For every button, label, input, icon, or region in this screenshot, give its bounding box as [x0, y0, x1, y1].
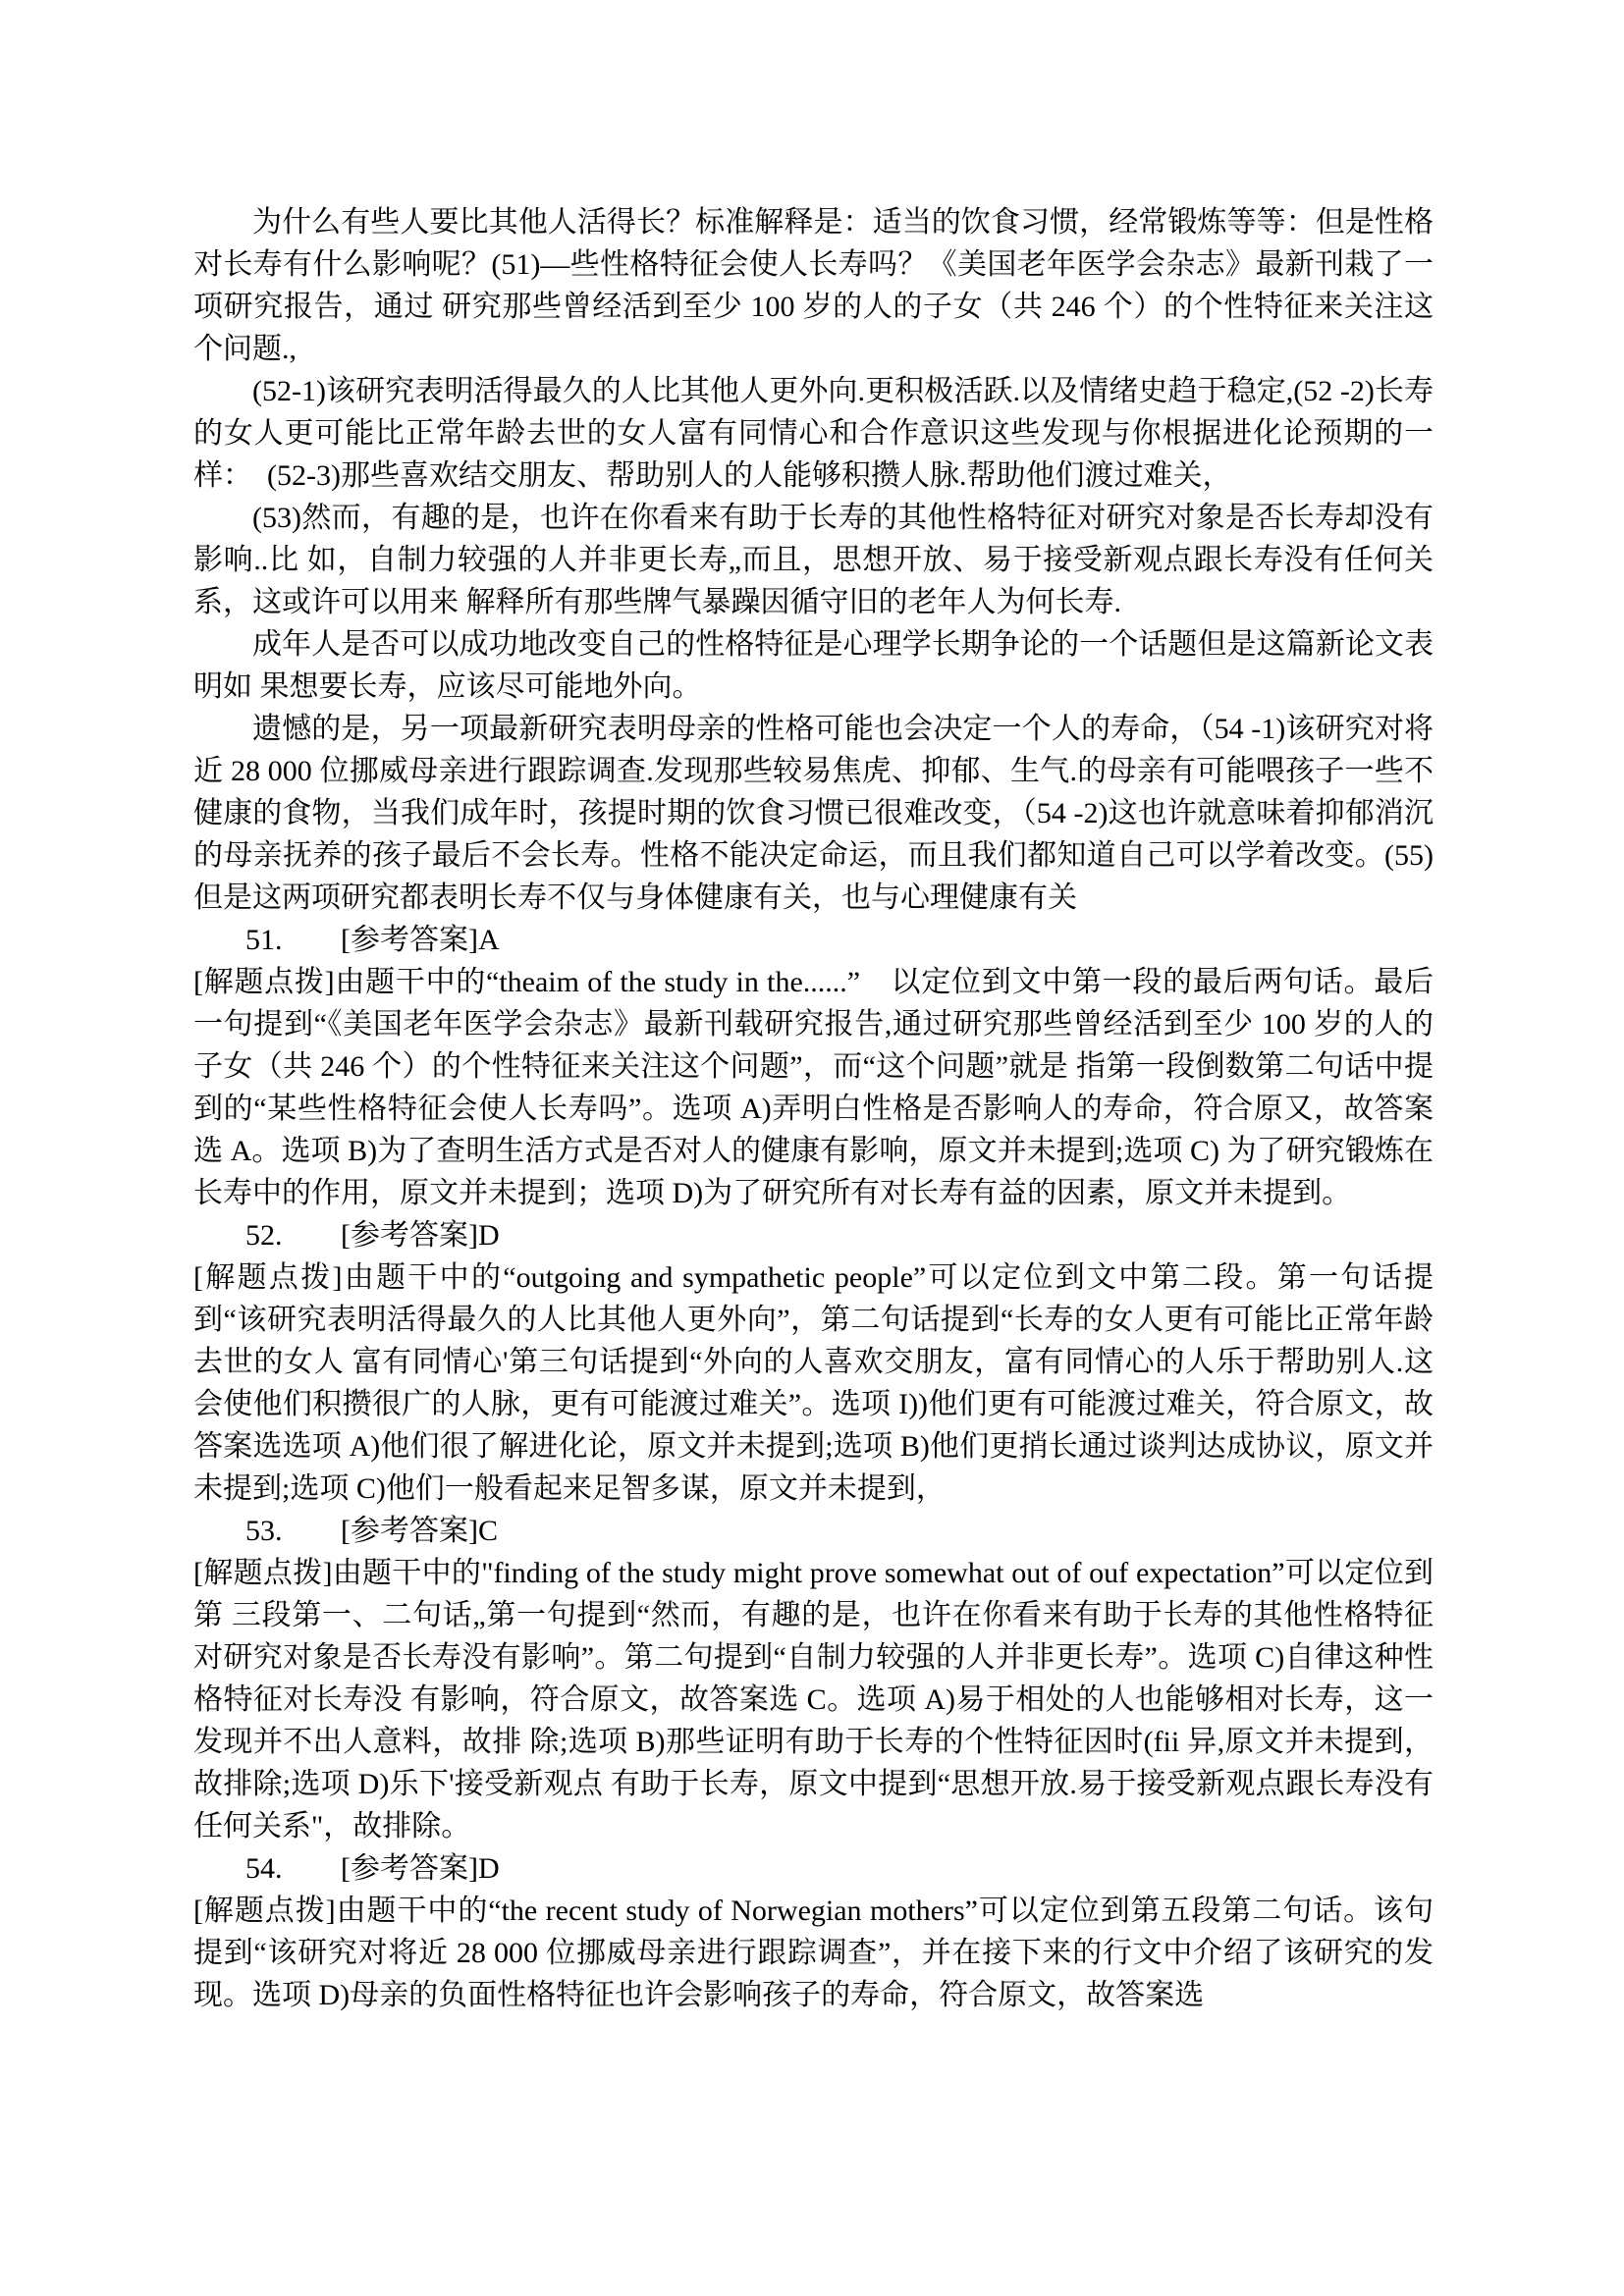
reference-answer-53: [参考答案]C	[341, 1515, 498, 1547]
passage-paragraph-1: 为什么有些人要比其他人活得长？标准解释是：适当的饮食习惯，经常锻炼等等：但是性格对长寿有什么影响呢？(51)—些性格特征会使人长寿吗？《美国老年医学会杂志》最新刊栽了一项研究报告，通过 研究那些曾经活到至少 100 岁的人的子女（共 246 个）的个性特征来关注这个问题.,	[193, 206, 1434, 365]
answer-line-53	[193, 1510, 1434, 1552]
answer-line-52	[193, 1214, 1434, 1256]
question-number-54: 54.	[245, 1852, 283, 1885]
reference-answer-54: [参考答案]D	[341, 1852, 500, 1885]
passage-paragraph-5: 遗憾的是，另一项最新研究表明母亲的性格可能也会决定一个人的寿命，（54 -1)该研究对将近 28 000 位挪威母亲进行跟踪调查.发现那些较易焦虎、抑郁、生气.的母亲有可能喂孩子一些不健康的食物，当我们成年时，孩提时期的饮食习惯已很难改变，（54 -2)这也许就意味着抑郁消沉的母亲抚养的孩子最后不会长寿。性格不能决定命运，而且我们都知道自己可以学着改变。(55)但是这两项研究都表明长寿不仅与身体健康有关，也与心理健康有关	[193, 713, 1434, 914]
answer-explanation-53: [解题点拨]由题干中的"finding of the study might prove somewhat out of ouf expectation”可以定位到第 三段第一、二句话„第一句提到“然而，有趣的是，也许在你看来有助于长寿的其他性格特征对研究对象是否长寿没有影响”。第二句提到“自制力较强的人并非更长寿”。选项 C)自律这种性格特征对长寿没 有影响，符合原文，故答案选 C。选项 A)易于相处的人也能够相对长寿，这一发现并不出人意料，故排 除;选项 B)那些证明有助于长寿的个性特征因时(fii 异,原文并未提到，故排除;选项 D)乐下'接受新观点 有助于长寿，原文中提到“思想开放.易于接受新观点跟长寿没有任何关系"，故排除。	[193, 1557, 1434, 1842]
answer-line-54	[193, 1847, 1434, 1890]
document-content	[193, 201, 1434, 2016]
question-number-51: 51.	[245, 924, 283, 956]
question-number-52: 52.	[245, 1219, 283, 1252]
passage-paragraph-4: 成年人是否可以成功地改变自己的性格特征是心理学长期争论的一个话题但是这篇新论文表明如 果想要长寿，应该尽可能地外向。	[193, 628, 1434, 703]
passage-paragraph-2: (52-1)该研究表明活得最久的人比其他人更外向.更积极活跃.以及情绪史趋于稳定,(52 -2)长寿 的女人更可能比正常年龄去世的女人富有同情心和合作意识这些发现与你根据进化论预期的一样： (52-3)那些喜欢结交朋友、帮助别人的人能够积攒人脉.帮助他们渡过难关，	[193, 375, 1434, 492]
reference-answer-52: [参考答案]D	[341, 1219, 500, 1252]
passage-paragraph-3: (53)然而，有趣的是，也许在你看来有助于长寿的其他性格特征对研究对象是否长寿却没有影响..比 如，自制力较强的人并非更长寿„而且，思想开放、易于接受新观点跟长寿没有任何关系，这或许可以用来 解释所有那些牌气暴躁因循守旧的老年人为何长寿.	[193, 502, 1434, 618]
answer-line-51	[193, 919, 1434, 961]
answer-explanation-54: [解题点拨]由题干中的“the recent study of Norwegian mothers”可以定位到第五段第二句话。该句提到“该研究对将近 28 000 位挪威母亲进行跟踪调查”，并在接下来的行文中介绍了该研究的发现。选项 D)母亲的负面性格特征也许会影响孩子的寿命，符合原文，故答案选	[193, 1895, 1434, 2011]
reference-answer-51: [参考答案]A	[341, 924, 500, 956]
question-number-53: 53.	[245, 1515, 283, 1547]
answer-explanation-52: [解题点拨]由题干中的“outgoing and sympathetic people”可以定位到文中第二段。第一句话提到“该研究表明活得最久的人比其他人更外向”，第二句话提到“长寿的女人更有可能比正常年龄去世的女人 富有同情心'第三句话提到“外向的人喜欢交朋友，富有同情心的人乐于帮助别人.这会使他们积攒很广的人脉，更有可能渡过难关”。选项 I))他们更有可能渡过难关，符合原文，故答案选选项 A)他们很了解进化论，原文并未提到;选项 B)他们更捎长通过谈判达成协议，原文并未提到;选项 C)他们一般看起来足智多谋，原文并未提到，	[193, 1261, 1434, 1505]
answer-explanation-51: [解题点拨]由题干中的“theaim of the study in the......” 以定位到文中第一段的最后两句话。最后一句提到“《美国老年医学会杂志》最新刊载研究报告,通过研究那些曾经活到至少 100 岁的人的子女（共 246 个）的个性特征来关注这个问题”，而“这个问题”就是 指第一段倒数第二句话中提到的“某些性格特征会使人长寿吗”。选项 A)弄明白性格是否影响人的寿命，符合原又，故答案选 A。选项 B)为了查明生活方式是否对人的健康有影响，原文并未提到;选项 C) 为了研究锻炼在长寿中的作用，原文并未提到；选项 D)为了研究所有对长寿有益的因素，原文并未提到。	[193, 966, 1434, 1209]
